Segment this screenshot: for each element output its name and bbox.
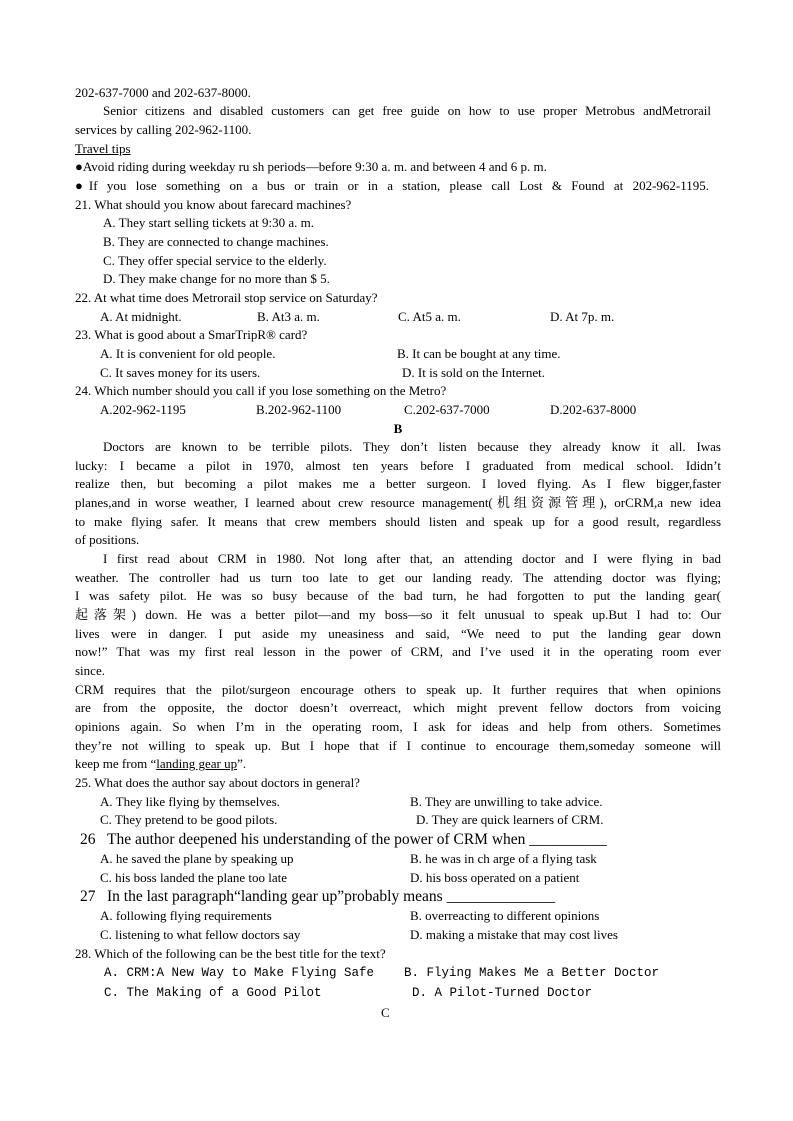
paragraph-2-line: now!” That was my first real lesson in the power of CRM, and I’ve used it in the operating room ever xyxy=(75,644,721,660)
question-24-options xyxy=(75,401,721,420)
option-b: B. At3 a. m. xyxy=(257,308,320,324)
question-22-stem: 22. At what time does Metrorail stop service on Saturday? xyxy=(75,289,378,305)
paragraph-2-line: I was safety pilot. He was so busy because of the bad turn, he had forgotten to put the landing gear( xyxy=(75,588,721,604)
question-26-options-cd xyxy=(75,869,721,888)
question-25-options-cd xyxy=(75,811,721,830)
option-b: B. They are unwilling to take advice. xyxy=(410,793,603,809)
paragraph-1-line: realize then, but becoming a pilot makes me a better surgeon. I loved flying. As I flew bigger,faster xyxy=(75,476,721,492)
travel-tips-heading: Travel tips xyxy=(75,140,131,156)
option-a: A. he saved the plane by speaking up xyxy=(100,850,294,866)
option-b: B. he was in ch arge of a flying task xyxy=(410,850,597,866)
question-22-options xyxy=(75,308,721,327)
option-a: A. It is convenient for old people. xyxy=(100,345,276,361)
page-content xyxy=(75,84,721,1024)
travel-tip-2: ●If you lose something on a bus or train or in a station, please call Lost & Found at 202-962-1195. xyxy=(75,177,709,193)
section-c-label: C xyxy=(381,1005,390,1021)
question-21-option-b xyxy=(75,233,721,252)
question-25-options-ab xyxy=(75,793,721,812)
paragraph-1-line: planes,and in worse weather, I learned about crew resource management(机组资源管理), orCRM,a new idea xyxy=(75,495,721,511)
option-text: A. They start selling tickets at 9:30 a. m. xyxy=(103,215,314,231)
question-24-stem: 24. Which number should you call if you lose something on the Metro? xyxy=(75,383,447,399)
question-21-stem: 21. What should you know about farecard machines? xyxy=(75,196,352,212)
paragraph-3-line: opinions again. So when I’m in the operating room, I ask for ideas and help from others. Sometimes xyxy=(75,719,721,734)
paragraph-1-line: to make flying safer. It means that crew members should listen and speak up for a good result, regardless xyxy=(75,513,721,529)
paragraph-1-line: lucky: I became a pilot in 1970, almost ten years before I graduated from medical school. Ididn’t xyxy=(75,457,721,473)
travel-tips-heading-row xyxy=(75,140,721,159)
travel-tip-1: ●Avoid riding during weekday ru sh periods—before 9:30 a. m. and between 4 and 6 p. m. xyxy=(75,159,547,175)
question-25-stem: 25. What does the author say about doctors in general? xyxy=(75,774,360,790)
option-b: B. overreacting to different opinions xyxy=(410,908,600,924)
landing-gear-up-phrase: landing gear up xyxy=(156,756,238,772)
phone-numbers-line: 202-637-7000 and 202-637-8000. xyxy=(75,84,251,100)
option-c: C. At5 a. m. xyxy=(398,308,461,324)
paragraph-3-line: are from the opposite, the doctor doesn’t overreact, which might prevent fellow doctors from voicing xyxy=(75,700,721,716)
option-d: D. They are quick learners of CRM. xyxy=(416,812,604,828)
last-line-after: ”. xyxy=(237,756,247,772)
question-number: 26 xyxy=(80,830,96,848)
option-c: C.202-637-7000 xyxy=(404,401,490,417)
paragraph-1-line: Doctors are known to be terrible pilots. They don’t listen because they already know it all. Iwas xyxy=(103,439,721,455)
option-b: B. Flying Makes Me a Better Doctor xyxy=(404,966,660,981)
option-b: B.202-962-1100 xyxy=(256,401,342,417)
question-28-stem: 28. Which of the following can be the best title for the text? xyxy=(75,945,386,961)
question-text: In the last paragraph“landing gear up”probably means ______________ xyxy=(107,888,556,906)
option-d: D. It is sold on the Internet. xyxy=(402,364,545,380)
question-28-options-cd xyxy=(75,983,721,1003)
question-23-stem: 23. What is good about a SmarTripR® card? xyxy=(75,327,308,343)
option-text: C. They offer special service to the elderly. xyxy=(103,252,327,268)
question-number: 27 xyxy=(80,888,96,906)
question-27-options-ab xyxy=(75,907,721,926)
section-c-label-row xyxy=(75,1003,721,1023)
option-a: A. At midnight. xyxy=(100,308,182,324)
paragraph-3-line: they’re not willing to speak up. But I hope that if I continue to encourage them,someday someone will xyxy=(75,737,721,753)
option-b: B. It can be bought at any time. xyxy=(397,345,561,361)
option-c: C. It saves money for its users. xyxy=(100,364,261,380)
option-a: A. They like flying by themselves. xyxy=(100,793,280,809)
option-c: C. The Making of a Good Pilot xyxy=(104,986,322,1001)
option-text: B. They are connected to change machines. xyxy=(103,233,329,249)
guide-line-1: Senior citizens and disabled customers can get free guide on how to use proper Metrobus andMetrorail xyxy=(103,103,711,119)
question-27-options-cd xyxy=(75,926,721,945)
paragraph-1-line: of positions. xyxy=(75,532,140,548)
option-c: C. his boss landed the plane too late xyxy=(100,869,288,885)
paragraph-3-line: CRM requires that the pilot/surgeon encourage others to speak up. It further requires that when opinions xyxy=(75,681,721,697)
guide-line-2: services by calling 202-962-1100. xyxy=(75,122,252,137)
question-text: The author deepened his understanding of the power of CRM when __________ xyxy=(107,830,607,848)
option-a: A. CRM:A New Way to Make Flying Safe xyxy=(104,966,375,981)
question-21-option-c xyxy=(75,252,721,271)
question-26-stem xyxy=(75,830,721,850)
question-23-options-cd xyxy=(75,364,721,383)
last-line-before: keep me from “ xyxy=(75,756,157,772)
section-b-label: B xyxy=(393,420,403,436)
paragraph-2-line: weather. The controller had us turn too late to get our landing ready. The attending doctor was flying; xyxy=(75,569,721,585)
paragraph-2-line: I first read about CRM in 1980. Not long after that, an attending doctor and I were flying in bad xyxy=(103,551,721,567)
option-d: D. A Pilot-Turned Doctor xyxy=(412,986,593,1001)
option-d: D. his boss operated on a patient xyxy=(410,869,580,885)
question-23-options-ab xyxy=(75,345,721,364)
question-21-option-a xyxy=(75,214,721,233)
paragraph-3-last-line xyxy=(75,755,721,774)
option-c: C. They pretend to be good pilots. xyxy=(100,812,278,828)
paragraph-2-line: lives were in danger. I put aside my uneasiness and said, “We need to put the landing gear down xyxy=(75,625,721,641)
question-27-stem xyxy=(75,887,721,907)
paragraph-2-line: 起落架) down. He was a better pilot—and my boss—so it felt unusual to speak up.But I had to: Our xyxy=(75,607,721,623)
option-c: C. listening to what fellow doctors say xyxy=(100,926,301,942)
question-21-option-d xyxy=(75,270,721,289)
option-a: A.202-962-1195 xyxy=(100,401,186,417)
option-d: D.202-637-8000 xyxy=(550,401,637,417)
option-d: D. At 7p. m. xyxy=(550,308,615,324)
question-26-options-ab xyxy=(75,850,721,869)
option-d: D. making a mistake that may cost lives xyxy=(410,926,618,942)
paragraph-2-line: since. xyxy=(75,663,105,679)
option-a: A. following flying requirements xyxy=(100,908,272,924)
option-text: D. They make change for no more than $ 5. xyxy=(103,271,330,287)
question-28-options-ab xyxy=(75,963,721,983)
